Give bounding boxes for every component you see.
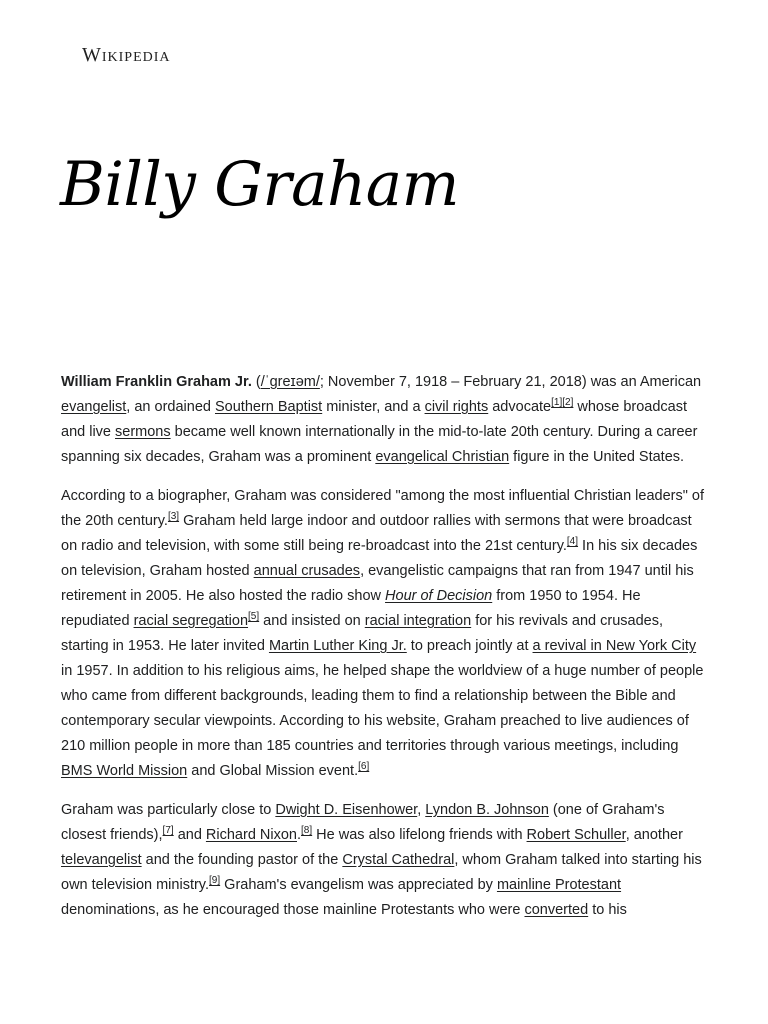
paragraph-intro: William Franklin Graham Jr. (/ˈɡreɪəm/; November 7, 1918 – February 21, 2018) was an American evangelist, an ordained Southern Baptist minister, and a civil rights advocate[1][2] whose broadcast and live sermons became well known internationally in the mid-to-late 20th century. During a career spanning six decades, Graham was a prominent evangelical Christian figure in the United States. [61, 374, 702, 465]
link-bms-world-mission[interactable]: BMS World Mission [61, 763, 188, 779]
link-lyndon-johnson[interactable]: Lyndon B. Johnson [425, 802, 549, 818]
ipa-pronunciation-link[interactable]: /ˈɡreɪəm/ [260, 374, 320, 390]
link-hour-of-decision[interactable]: Hour of Decision [385, 588, 493, 604]
link-robert-schuller[interactable]: Robert Schuller [526, 827, 626, 843]
link-richard-nixon[interactable]: Richard Nixon [205, 827, 297, 843]
link-revival-new-york-city[interactable]: a revival in New York City [532, 638, 697, 654]
reference-8[interactable]: [8] [301, 825, 313, 837]
link-southern-baptist[interactable]: Southern Baptist [214, 399, 323, 415]
bold-name: William Franklin Graham Jr. [61, 374, 252, 390]
link-racial-integration[interactable]: racial integration [364, 613, 472, 629]
reference-1[interactable]: [1] [551, 397, 563, 409]
reference-3[interactable]: [3] [167, 511, 180, 523]
paragraph-presidents: Graham was particularly close to Dwight D. Eisenhower, Lyndon B. Johnson (one of Graham's closest friends),[7] and Richard Nixon.[8] He was also lifelong friends with Robert Schuller, another televangelist and the founding pastor of the Crystal Cathedral, whom Graham talked into starting his own television ministry.[9] Graham's evangelism was appreciated by mainline Protestant denominations, as he encouraged those mainline Protestants who were converted to his [61, 802, 702, 918]
reference-4[interactable]: [4] [566, 536, 579, 548]
wikipedia-wordmark[interactable]: Wikipedia [82, 44, 171, 66]
link-civil-rights[interactable]: civil rights [424, 399, 489, 415]
link-annual-crusades[interactable]: annual crusades [253, 563, 361, 579]
reference-9[interactable]: [9] [209, 875, 221, 887]
reference-5[interactable]: [5] [248, 611, 260, 623]
link-crystal-cathedral[interactable]: Crystal Cathedral [342, 852, 455, 868]
link-mainline-protestant[interactable]: mainline Protestant [496, 877, 622, 893]
page-title: Billy Graham [60, 149, 459, 220]
article-body [61, 370, 711, 937]
reference-6[interactable]: [6] [358, 761, 370, 773]
link-converted[interactable]: converted [524, 902, 589, 918]
link-evangelist[interactable]: evangelist [61, 399, 127, 415]
reference-2[interactable]: [2] [562, 397, 574, 409]
link-martin-luther-king[interactable]: Martin Luther King Jr. [268, 638, 407, 654]
reference-7[interactable]: [7] [162, 825, 174, 837]
link-evangelical-christian[interactable]: evangelical Christian [375, 449, 510, 465]
link-sermons[interactable]: sermons [115, 424, 171, 440]
link-televangelist[interactable]: televangelist [61, 852, 142, 868]
link-racial-segregation[interactable]: racial segregation [133, 613, 249, 629]
link-eisenhower[interactable]: Dwight D. Eisenhower [275, 802, 418, 818]
paragraph-influence: According to a biographer, Graham was considered "among the most influential Christian leaders" of the 20th century.[3] Graham held large indoor and outdoor rallies with sermons that were broadcast on radio and television, with some still being re-broadcast into the 21st century.[4] In his six decades on television, Graham hosted annual crusades, evangelistic campaigns that ran from 1947 until his retirement in 2005. He also hosted the radio show Hour of Decision from 1950 to 1954. He repudiated racial segregation[5] and insisted on racial integration for his revivals and crusades, starting in 1953. He later invited Martin Luther King Jr. to preach jointly at a revival in New York City in 1957. In addition to his religious aims, he helped shape the worldview of a huge number of people who came from different backgrounds, leading them to find a relationship between the Bible and contemporary secular viewpoints. According to his website, Graham preached to live audiences of 210 million people in more than 185 countries and territories through various meetings, including BMS World Mission and Global Mission event.[6] [61, 488, 704, 779]
